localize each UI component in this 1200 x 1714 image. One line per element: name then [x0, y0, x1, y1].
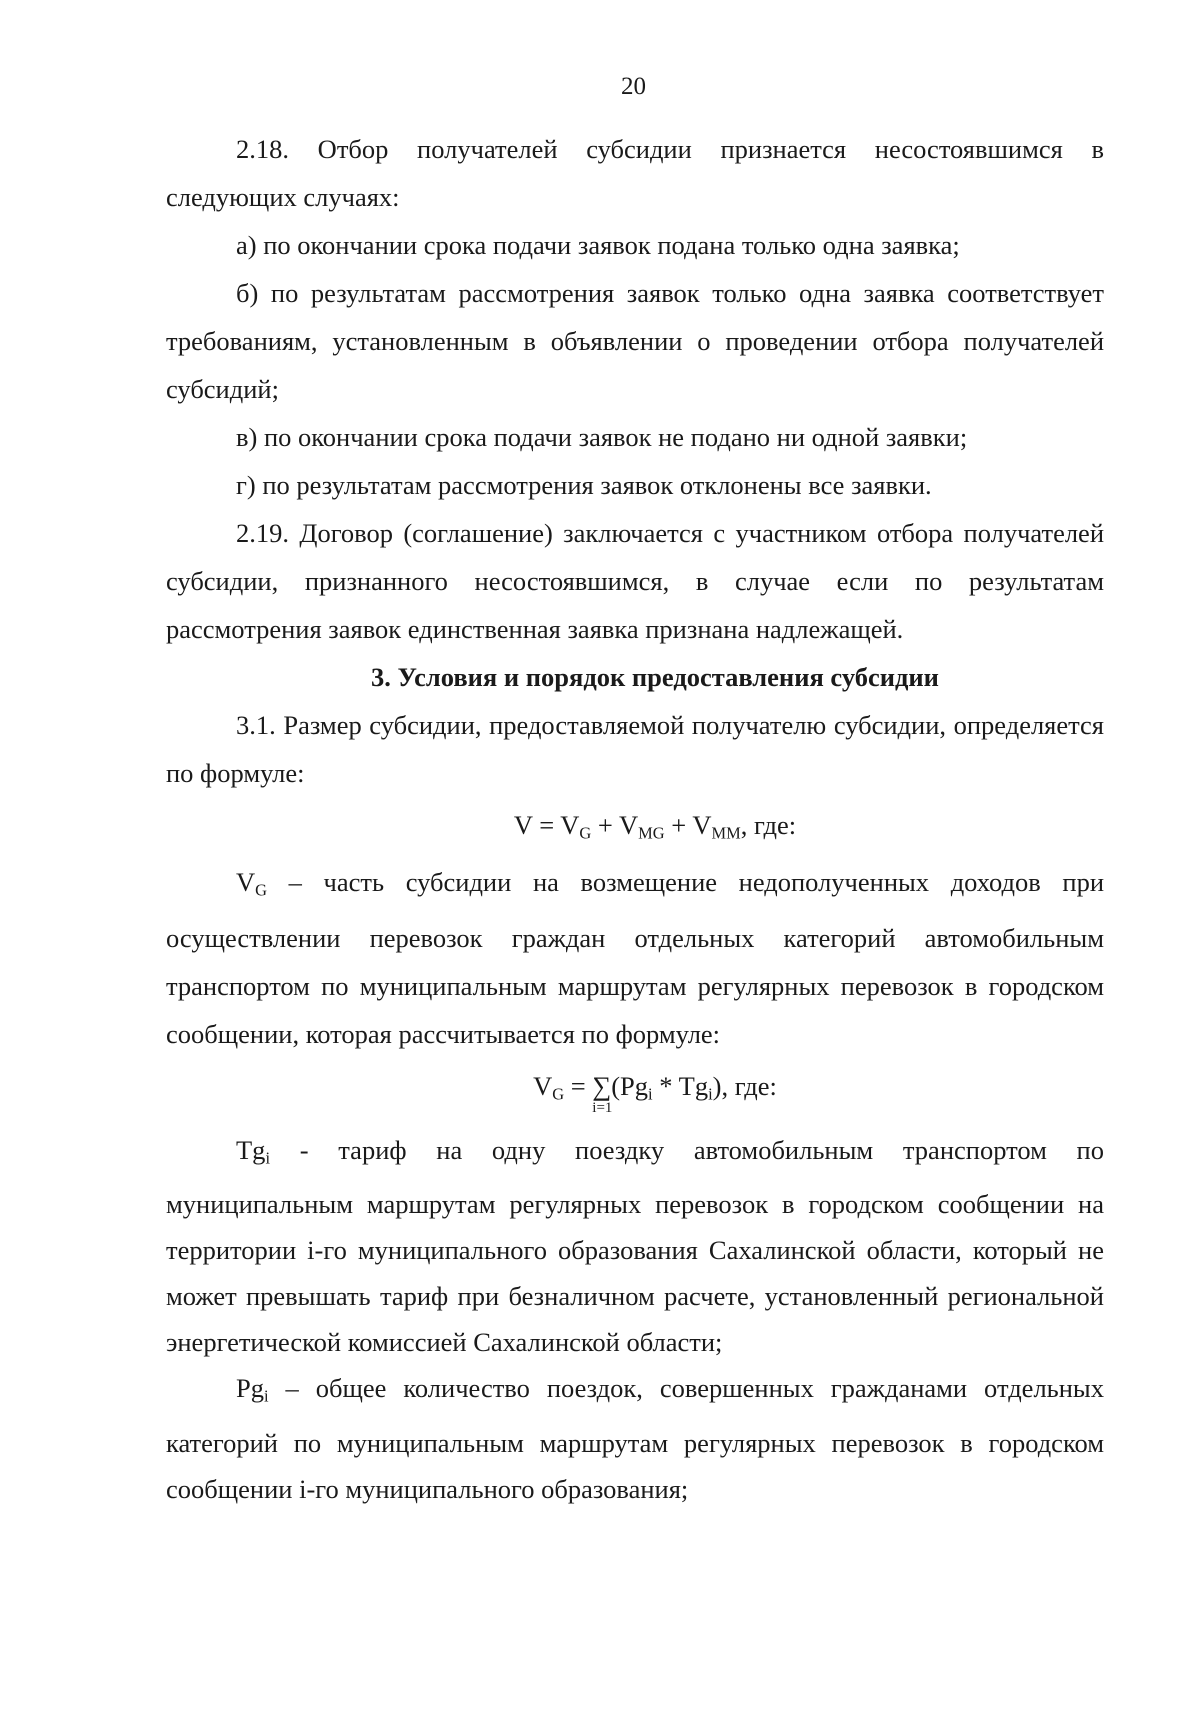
- formula-total-subsidy: [166, 801, 1104, 858]
- pg-symbol: Pg: [236, 1373, 264, 1404]
- section-3-heading: 3. Условия и порядок предоставления субсидии: [371, 662, 939, 692]
- formula-vg: [166, 1064, 1104, 1117]
- tg-symbol-sub: i: [265, 1148, 271, 1168]
- sigma-glyph: ∑: [592, 1071, 612, 1102]
- paragraph-2-19: 2.19. Договор (соглашение) заключается с участником отбора получателей субсидии, признанного несостоявшимся, в случае если по результатам рассмотрения заявок единственная заявка признана надлежащей.: [166, 518, 1104, 644]
- definition-pg: [166, 1365, 1104, 1512]
- page-number: 20: [621, 73, 646, 100]
- paragraph-2-18-b: б) по результатам рассмотрения заявок только одна заявка соответствует требованиям, установленным в объявлении о проведении отбора получателей субсидий;: [166, 278, 1104, 404]
- sigma-index: i=1: [592, 1100, 613, 1117]
- formula-term-vmm-sub: MM: [711, 823, 741, 843]
- vg-definition-text: – часть субсидии на возмещение недополученных доходов при осуществлении перевозок граждан отдельных категорий автомобильным транспортом по муниципальным маршрутам регулярных перевозок в городском сообщении, которая рассчитывается по формуле:: [166, 866, 1104, 1050]
- vg-symbol: V: [236, 866, 256, 897]
- formula-plus-1: +: [591, 810, 619, 840]
- vg-symbol-sub: G: [255, 880, 267, 900]
- formula-vg-lhs-sub: G: [552, 1084, 565, 1104]
- paragraph-3-1: 3.1. Размер субсидии, предоставляемой получателю субсидии, определяется по формуле:: [166, 710, 1104, 788]
- formula-term-vmm: V: [692, 810, 712, 840]
- formula-term-vmg-sub: MG: [638, 823, 665, 843]
- document-body: [166, 125, 1104, 1512]
- formula-term-vmg: V: [619, 810, 639, 840]
- formula-term-vg-sub: G: [579, 823, 592, 843]
- paragraph-2-18-v: в) по окончании срока подачи заявок не подано ни одной заявки;: [236, 422, 968, 452]
- formula-vg-pg-sub: i: [648, 1084, 653, 1104]
- paragraph-2-18-a: а) по окончании срока подачи заявок подана только одна заявка;: [236, 230, 960, 260]
- definition-vg: [166, 858, 1104, 1059]
- tg-definition-text: - тариф на одну поездку автомобильным транспортом по муниципальным маршрутам регулярных перевозок в городском сообщении на территории i-го муниципального образования Сахалинской области, который не может превышать тариф при безналичном расчете, установленный региональной энергетической комиссией Сахалинской области;: [166, 1134, 1104, 1358]
- formula-plus-2: +: [664, 810, 693, 840]
- pg-definition-text: – общее количество поездок, совершенных гражданами отдельных категорий по муниципальным маршрутам регулярных перевозок в городском сообщении i-го муниципального образования;: [166, 1373, 1104, 1504]
- formula-vg-tail: ), где:: [712, 1071, 777, 1102]
- formula-term-vg: V: [560, 810, 580, 840]
- formula-vg-eq: =: [564, 1071, 593, 1102]
- formula-vg-lhs: V: [533, 1071, 553, 1102]
- formula-eq: =: [532, 810, 561, 840]
- formula-vg-tg: * Tg: [652, 1071, 709, 1102]
- formula-tail: , где:: [740, 810, 797, 840]
- pg-symbol-sub: i: [264, 1386, 269, 1406]
- sigma-symbol: [592, 1071, 613, 1117]
- formula-lhs: V: [513, 810, 533, 840]
- formula-vg-pg: (Pg: [611, 1071, 649, 1102]
- definition-tg: [166, 1127, 1104, 1366]
- paragraph-2-18-g: г) по результатам рассмотрения заявок отклонены все заявки.: [236, 470, 932, 500]
- formula-vg-tg-sub: i: [708, 1084, 713, 1104]
- tg-symbol: Tg: [236, 1134, 266, 1165]
- paragraph-2-18: 2.18. Отбор получателей субсидии признается несостоявшимся в следующих случаях:: [166, 134, 1104, 212]
